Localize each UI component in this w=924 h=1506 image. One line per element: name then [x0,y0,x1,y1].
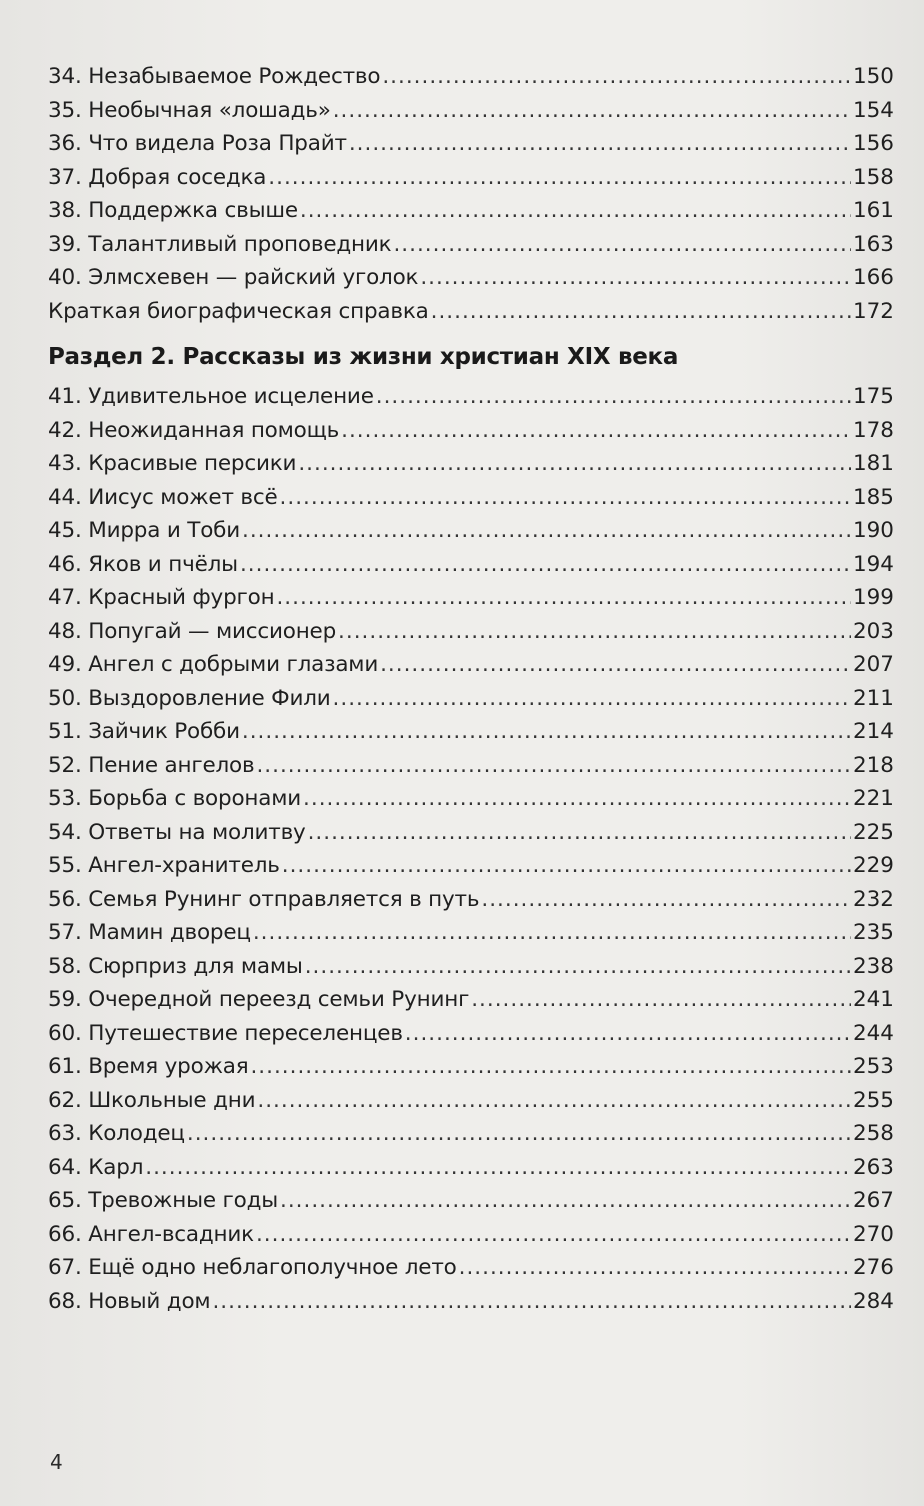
toc-entry [48,1017,894,1051]
dot-leader [298,447,851,481]
toc-list-top [48,60,894,328]
dot-leader [333,682,851,716]
toc-entry [48,615,894,649]
toc-entry [48,228,894,262]
toc-entry-title: 58. Сюрприз для мамы [48,953,303,979]
toc-entry-page: 218 [852,752,894,778]
toc-entry [48,581,894,615]
dot-leader [257,1084,851,1118]
toc-entry-title: 51. Зайчик Робби [48,719,240,744]
toc-entry-title: 55. Ангел-хранитель [48,853,280,878]
toc-entry [48,749,894,783]
dot-leader [338,615,851,649]
toc-entry-title: 40. Элмсхевен — райский уголок [48,265,419,290]
toc-entry-title: 34. Незабываемое Рождество [48,64,381,89]
toc-entry-page: 267 [852,1188,894,1213]
dot-leader [268,161,851,195]
toc-entry-page: 284 [852,1288,894,1314]
toc-entry [48,715,894,749]
toc-entry-title: 48. Попугай — миссионер [48,618,337,644]
toc-entry [48,295,894,329]
toc-entry-page: 225 [852,819,894,845]
toc-entry [48,849,894,883]
toc-entry [48,1084,894,1118]
toc-entry [48,161,894,195]
dot-leader [405,1017,851,1051]
dot-leader [341,414,851,448]
toc-entry-title: 54. Ответы на молитву [48,819,306,845]
page-number: 4 [50,1450,63,1474]
toc-entry [48,1050,894,1084]
dot-leader [376,380,851,414]
toc-entry-title: 47. Красный фургон [48,585,275,610]
section-heading: Раздел 2. Рассказы из жизни христиан XIX века [48,344,679,370]
toc-entry-title: 57. Мамин дворец [48,920,251,945]
toc-entry-page: 214 [852,719,894,744]
toc-entry [48,782,894,816]
toc-entry-title: 42. Неожиданная помощь [48,417,340,443]
dot-leader [242,715,851,749]
toc-entry [48,1184,894,1218]
dot-leader [256,1218,851,1252]
toc-entry-page: 241 [852,987,894,1012]
toc-entry-title: 37. Добрая соседка [48,164,267,190]
toc-entry [48,380,894,414]
toc-entry [48,194,894,228]
toc-entry-title: 45. Мирра и Тоби [48,518,240,543]
toc-entry-page: 253 [852,1054,894,1079]
dot-leader [305,950,851,984]
toc-entry [48,1285,894,1319]
dot-leader [240,548,851,582]
toc-entry [48,94,894,128]
toc-entry-page: 258 [852,1121,894,1146]
toc-entry-page: 163 [852,231,894,257]
toc-entry [48,481,894,515]
toc-entry-title: 46. Яков и пчёлы [48,551,238,577]
dot-leader [481,883,851,917]
dot-leader [300,194,851,228]
toc-entry [48,60,894,94]
toc-entry-title: 56. Семья Рунинг отправляется в путь [48,886,480,912]
toc-entry-page: 185 [852,484,894,510]
toc-entry [48,983,894,1017]
toc-entry [48,514,894,548]
dot-leader [280,481,851,515]
toc-entry-page: 161 [852,198,894,223]
toc-entry [48,916,894,950]
toc-entry-page: 194 [852,551,894,577]
toc-entry-title: 35. Необычная «лошадь» [48,97,331,123]
dot-leader [382,60,851,94]
toc-entry-page: 158 [852,164,894,190]
dot-leader [349,127,851,161]
table-of-contents [48,60,894,1318]
toc-entry-page: 181 [852,451,894,476]
dot-leader [282,849,851,883]
toc-entry-page: 203 [852,618,894,644]
toc-entry-page: 235 [852,920,894,945]
toc-entry-title: Краткая биографическая справка [48,298,429,324]
toc-entry-title: 67. Ещё одно неблагополучное лето [48,1255,457,1280]
toc-entry-title: 53. Борьба с воронами [48,786,302,811]
toc-entry-page: 190 [852,518,894,543]
toc-entry-page: 255 [852,1087,894,1113]
dot-leader [308,816,851,850]
toc-entry-title: 64. Карл [48,1154,144,1180]
toc-entry-title: 50. Выздоровление Фили [48,685,331,711]
dot-leader [333,94,851,128]
toc-entry [48,1251,894,1285]
toc-entry-title: 59. Очередной переезд семьи Рунинг [48,987,470,1012]
dot-leader [303,782,851,816]
toc-entry-title: 43. Красивые персики [48,451,297,476]
toc-entry-title: 65. Тревожные годы [48,1188,279,1213]
toc-entry [48,127,894,161]
toc-entry-page: 175 [852,384,894,409]
toc-entry [48,414,894,448]
toc-entry-page: 150 [852,64,894,89]
dot-leader [276,581,851,615]
dot-leader [280,1184,851,1218]
dot-leader [420,261,851,295]
toc-entry [48,682,894,716]
toc-entry-page: 238 [852,953,894,979]
toc-entry-page: 199 [852,585,894,610]
dot-leader [187,1117,851,1151]
dot-leader [145,1151,851,1185]
toc-entry [48,648,894,682]
toc-entry [48,1117,894,1151]
dot-leader [471,983,851,1017]
toc-entry-page: 207 [852,652,894,677]
toc-entry [48,1151,894,1185]
toc-entry-page: 232 [852,886,894,912]
toc-entry-title: 68. Новый дом [48,1288,211,1314]
toc-entry-page: 229 [852,853,894,878]
toc-entry [48,950,894,984]
dot-leader [212,1285,851,1319]
toc-entry-page: 263 [852,1154,894,1180]
dot-leader [256,749,851,783]
toc-entry-page: 276 [852,1255,894,1280]
toc-entry-title: 39. Талантливый проповедник [48,231,392,257]
dot-leader [250,1050,851,1084]
dot-leader [253,916,851,950]
toc-entry-page: 156 [852,131,894,156]
toc-entry-page: 172 [852,298,894,324]
dot-leader [459,1251,851,1285]
toc-entry [48,883,894,917]
toc-entry-title: 38. Поддержка свыше [48,198,298,223]
toc-entry [48,447,894,481]
toc-entry-page: 270 [852,1221,894,1247]
toc-entry-page: 166 [852,265,894,290]
toc-entry-title: 49. Ангел с добрыми глазами [48,652,379,677]
toc-entry [48,261,894,295]
toc-entry-title: 52. Пение ангелов [48,752,255,778]
toc-entry-title: 61. Время урожая [48,1054,249,1079]
dot-leader [380,648,851,682]
dot-leader [242,514,851,548]
toc-entry-title: 36. Что видела Роза Прайт [48,131,347,156]
toc-entry-title: 41. Удивительное исцеление [48,384,374,409]
toc-entry-title: 62. Школьные дни [48,1087,256,1113]
dot-leader [393,228,851,262]
toc-entry [48,816,894,850]
toc-entry-title: 63. Колодец [48,1121,185,1146]
dot-leader [431,295,851,329]
toc-list-section2 [48,380,894,1318]
toc-entry-page: 221 [852,786,894,811]
toc-entry [48,1218,894,1252]
toc-entry-page: 244 [852,1020,894,1046]
toc-entry-title: 66. Ангел-всадник [48,1221,254,1247]
toc-entry [48,548,894,582]
toc-entry-page: 211 [852,685,894,711]
toc-entry-page: 178 [852,417,894,443]
toc-entry-title: 44. Иисус может всё [48,484,278,510]
toc-entry-page: 154 [852,97,894,123]
toc-entry-title: 60. Путешествие переселенцев [48,1020,403,1046]
